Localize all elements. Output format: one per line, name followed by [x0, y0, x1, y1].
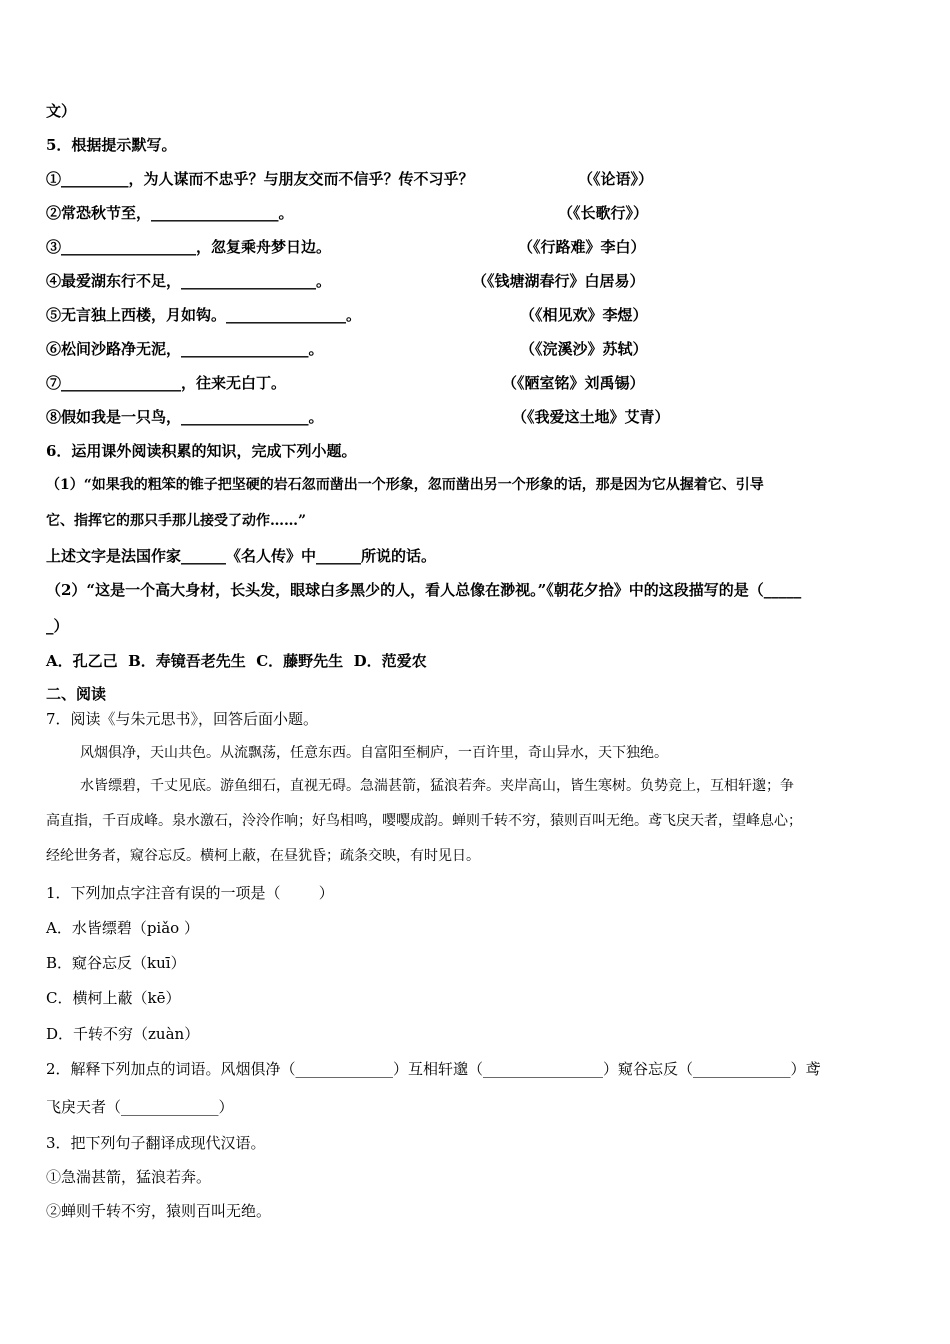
sub3-title: 3．把下列句子翻译成现代汉语。 — [46, 1134, 266, 1152]
sub3-item-2: ②蝉则千转不穷，猿则百叫无绝。 — [46, 1202, 272, 1220]
q6-p1-question: 上述文字是法国作家______《名人传》中______所说的话。 — [46, 547, 437, 565]
q5-item-2: ②常恐秋节至，_________________。 — [46, 204, 294, 222]
passage-line-4: 经纶世务者，窥谷忘反。横柯上蔽，在昼犹昏；疏条交映，有时见日。 — [46, 848, 480, 864]
q5-item-6: ⑥松间沙路净无泥，_________________。 — [46, 340, 324, 358]
q5-source-1: （《论语》） — [578, 170, 654, 188]
q6-p1-line2: 它、指挥它的那只手那儿接受了动作……” — [46, 513, 307, 529]
passage-line-2: 水皆缥碧，千丈见底。游鱼细石，直视无碍。急湍甚箭，猛浪若奔。夹岸高山，皆生寒树。负势竞上，互相轩邈；争 — [80, 778, 794, 794]
sub1-title: 1．下列加点字注音有误的一项是（ ） — [46, 884, 334, 902]
sub1-option-d: D．千转不穷（zuàn） — [46, 1025, 200, 1043]
q5-source-6: （《浣溪沙》苏轼） — [520, 340, 648, 358]
section-heading: 二、阅读 — [46, 685, 107, 703]
q7-title: 7．阅读《与朱元思书》，回答后面小题。 — [46, 710, 319, 728]
sub3-item-1: ①急湍甚箭，猛浪若奔。 — [46, 1168, 212, 1186]
q4-tail: 文） — [46, 102, 77, 120]
q5-title: 5．根据提示默写。 — [46, 136, 177, 154]
q5-source-5: （《相见欢》李煜） — [520, 306, 648, 324]
q6-options: A．孔乙己 B．寿镜吾老先生 C．藤野先生 D．范爱农 — [46, 652, 427, 670]
q6-p1-line1: （1）“如果我的粗笨的锥子把坚硬的岩石忽而凿出一个形象，忽而凿出另一个形象的话，那是因为它从握着它、引导 — [46, 477, 764, 493]
sub1-option-a: A．水皆缥碧（piǎo ） — [46, 919, 199, 937]
q5-source-3: （《行路难》李白） — [518, 238, 646, 256]
q5-item-1: ①_________，为人谋而不忠乎？与朋友交而不信乎？传不习乎？ — [46, 170, 474, 188]
sub1-option-c: C．横柯上蔽（kē） — [46, 989, 181, 1007]
q5-source-7: （《陋室铭》刘禹锡） — [502, 374, 645, 392]
q5-item-4: ④最爱湖东行不足，__________________。 — [46, 272, 332, 290]
q6-p2-line1: （2）“这是一个高大身材，长头发，眼球白多黑少的人，看人总像在渺视。”《朝花夕拾》中的这段描写的是（_____ — [46, 581, 802, 599]
q5-item-5: ⑤无言独上西楼，月如钩。________________。 — [46, 306, 362, 324]
passage-line-3: 高直指，千百成峰。泉水激石，泠泠作响；好鸟相鸣，嘤嘤成韵。蝉则千转不穷，猿则百叫无绝。鸢飞戾天者，望峰息心； — [46, 813, 802, 829]
sub2-line2: 飞戾天者（_____________） — [46, 1098, 234, 1116]
q5-item-7: ⑦________________，往来无白丁。 — [46, 374, 287, 392]
q5-item-8: ⑧假如我是一只鸟，_________________。 — [46, 408, 324, 426]
q5-source-8: （《我爱这土地》艾青） — [512, 408, 670, 426]
q6-title: 6．运用课外阅读积累的知识，完成下列小题。 — [46, 442, 357, 460]
passage-line-1: 风烟俱净，天山共色。从流飘荡，任意东西。自富阳至桐庐，一百许里，奇山异水，天下独绝。 — [80, 745, 668, 761]
sub1-option-b: B．窥谷忘反（kuī） — [46, 954, 186, 972]
q5-source-4: （《钱塘湖春行》白居易） — [472, 272, 645, 290]
q6-p2-line2: _） — [46, 617, 69, 635]
q5-source-2: （《长歌行》） — [558, 204, 649, 222]
sub2-line1: 2．解释下列加点的词语。风烟俱净（_____________）互相轩邈（________________）窥谷忘反（_____________）鸢 — [46, 1060, 821, 1078]
q5-item-3: ③__________________，忽复乘舟梦日边。 — [46, 238, 332, 256]
